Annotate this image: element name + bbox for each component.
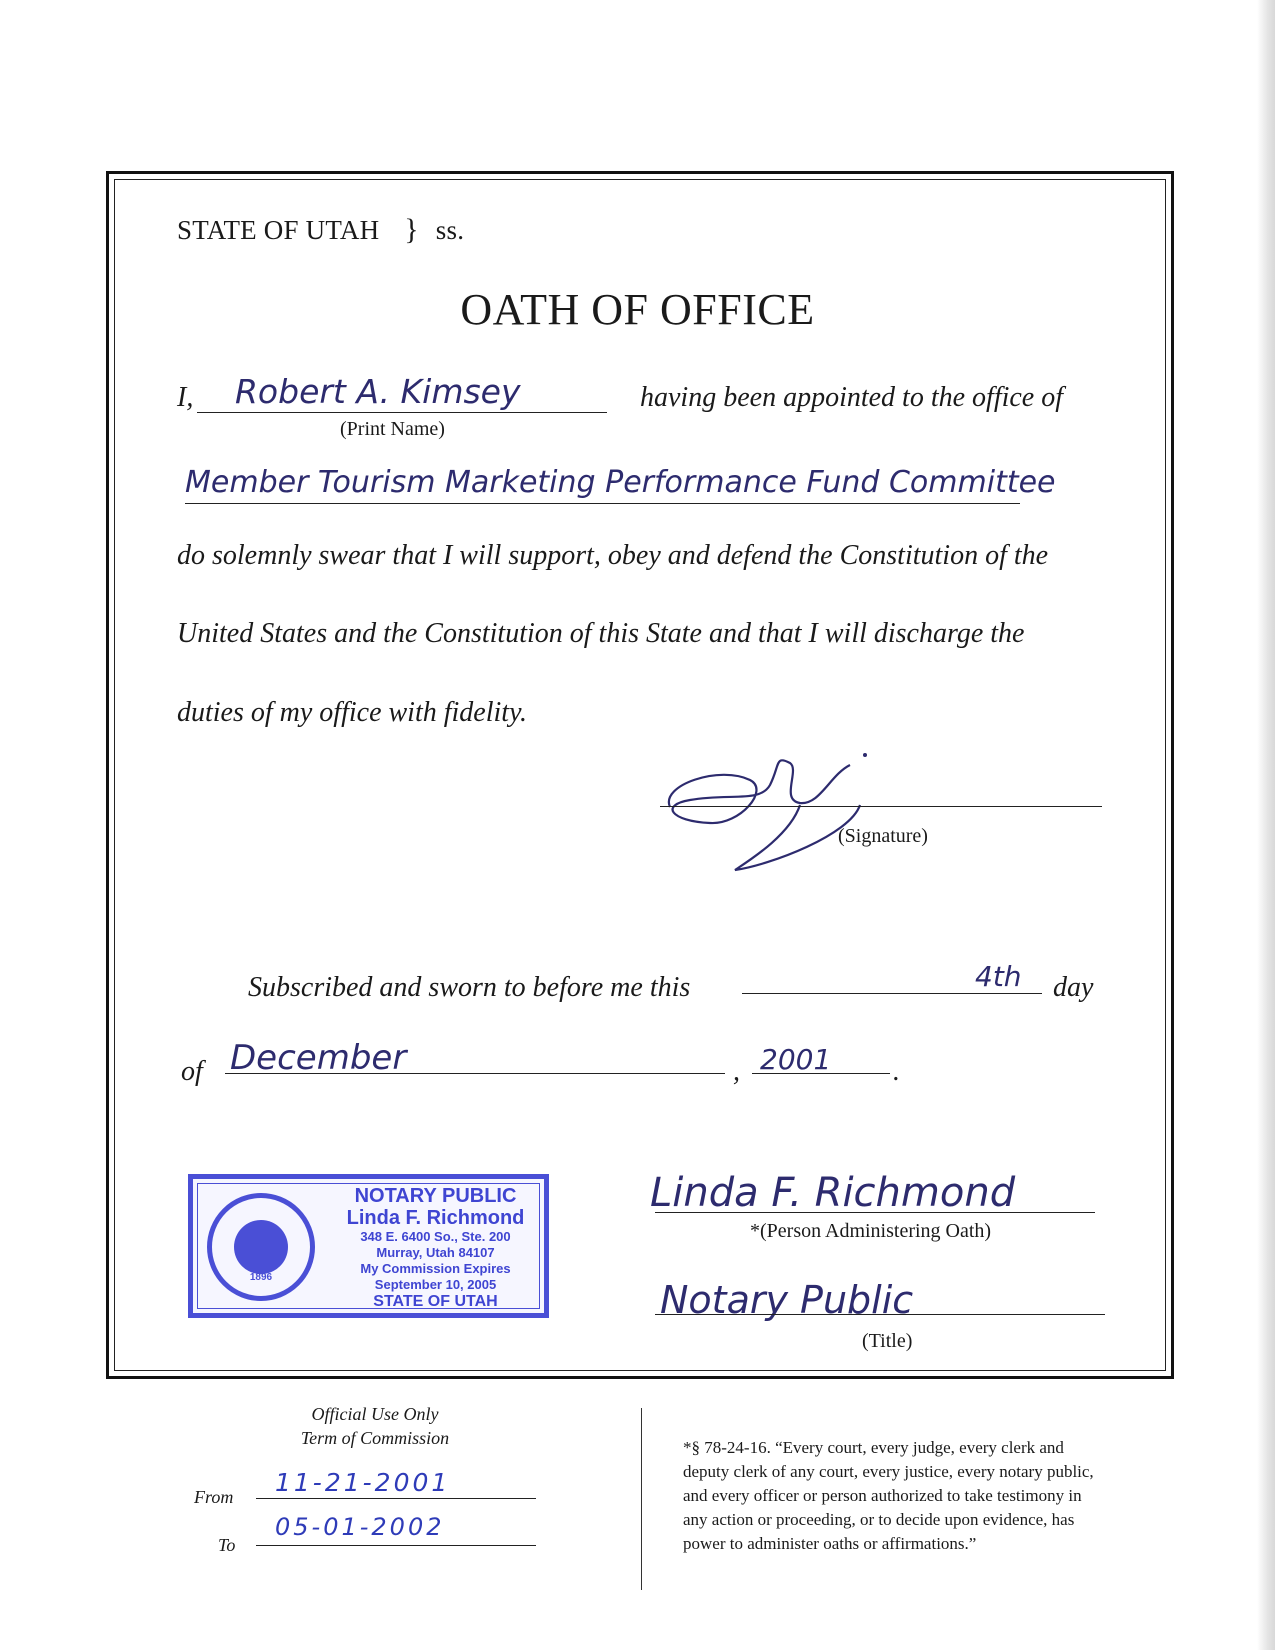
oath-taker-signature bbox=[650, 745, 930, 880]
administrator-signature: Linda F. Richmond bbox=[650, 1170, 1016, 1216]
seal-year: 1896 bbox=[249, 1272, 273, 1283]
from-handwritten: 11-21-2001 bbox=[275, 1468, 451, 1497]
to-label: To bbox=[218, 1535, 236, 1555]
state-seal bbox=[207, 1193, 315, 1301]
signature-caption: (Signature) bbox=[838, 825, 928, 847]
year-handwritten: 2001 bbox=[760, 1043, 832, 1076]
ss-label: ss. bbox=[435, 215, 465, 245]
brace: } bbox=[404, 213, 419, 246]
official-use-heading: Official Use Only bbox=[311, 1404, 439, 1424]
document-title: OATH OF OFFICE bbox=[460, 285, 815, 334]
i-label: I, bbox=[177, 382, 194, 413]
name-handwritten: Robert A. Kimsey bbox=[235, 372, 521, 411]
stamp-text-block bbox=[333, 1185, 538, 1310]
office-handwritten: Member Tourism Marketing Performance Fund Committee bbox=[185, 465, 1056, 500]
title-line bbox=[655, 1314, 1105, 1315]
to-line bbox=[256, 1545, 536, 1546]
comma: , bbox=[733, 1056, 740, 1087]
from-label: From bbox=[194, 1487, 234, 1507]
footnote-line-3: and every officer or person authorized to take testimony in bbox=[683, 1486, 1082, 1505]
page-edge-shadow bbox=[1257, 0, 1275, 1650]
state-heading bbox=[177, 213, 464, 247]
of-label: of bbox=[181, 1056, 203, 1087]
seal-emblem bbox=[234, 1220, 288, 1274]
administrator-caption: *(Person Administering Oath) bbox=[750, 1220, 992, 1242]
footnote-line-1: *§ 78-24-16. “Every court, every judge, every clerk and bbox=[683, 1438, 1064, 1457]
period: . bbox=[893, 1056, 900, 1087]
title-caption: (Title) bbox=[862, 1330, 913, 1352]
oath-line-3: duties of my office with fidelity. bbox=[177, 697, 527, 728]
footnote-line-2: deputy clerk of any court, every justice, every notary public, bbox=[683, 1462, 1094, 1481]
stamp-line-6: September 10, 2005 bbox=[374, 1277, 497, 1292]
month-handwritten: December bbox=[230, 1038, 407, 1078]
statute-footnote bbox=[683, 1436, 1183, 1556]
oath-line-2: United States and the Constitution of this State and that I will discharge the bbox=[177, 618, 1025, 649]
from-line bbox=[256, 1498, 536, 1499]
term-heading: Term of Commission bbox=[300, 1428, 450, 1448]
stamp-line-5: My Commission Expires bbox=[360, 1261, 511, 1276]
subscribed-text: Subscribed and sworn to before me this bbox=[248, 972, 691, 1003]
stamp-line-1: NOTARY PUBLIC bbox=[354, 1185, 517, 1207]
print-name-caption: (Print Name) bbox=[340, 418, 445, 440]
stamp-line-2: Linda F. Richmond bbox=[346, 1207, 525, 1229]
name-line bbox=[197, 412, 607, 413]
state-name: STATE OF UTAH bbox=[177, 215, 380, 245]
day-handwritten: 4th bbox=[975, 960, 1022, 993]
notary-stamp bbox=[188, 1174, 549, 1318]
day-line bbox=[742, 993, 1042, 994]
stamp-line-3: 348 E. 6400 So., Ste. 200 bbox=[360, 1229, 511, 1244]
oath-line-1: do solemnly swear that I will support, obey and defend the Constitution of the bbox=[177, 540, 1049, 571]
footnote-line-4: any action or proceeding, or to decide upon evidence, has bbox=[683, 1510, 1075, 1529]
footnote-line-5: power to administer oaths or affirmations.” bbox=[683, 1534, 977, 1553]
to-handwritten: 05-01-2002 bbox=[275, 1513, 445, 1541]
office-line bbox=[185, 503, 1020, 504]
title-handwritten: Notary Public bbox=[660, 1278, 914, 1322]
signature-line bbox=[660, 806, 1102, 807]
stamp-line-7: STATE OF UTAH bbox=[373, 1293, 498, 1310]
administrator-line bbox=[655, 1212, 1095, 1213]
appointed-text: having been appointed to the office of bbox=[640, 382, 1064, 413]
footer-divider bbox=[641, 1408, 642, 1590]
stamp-line-4: Murray, Utah 84107 bbox=[376, 1245, 495, 1260]
day-label: day bbox=[1053, 972, 1094, 1003]
